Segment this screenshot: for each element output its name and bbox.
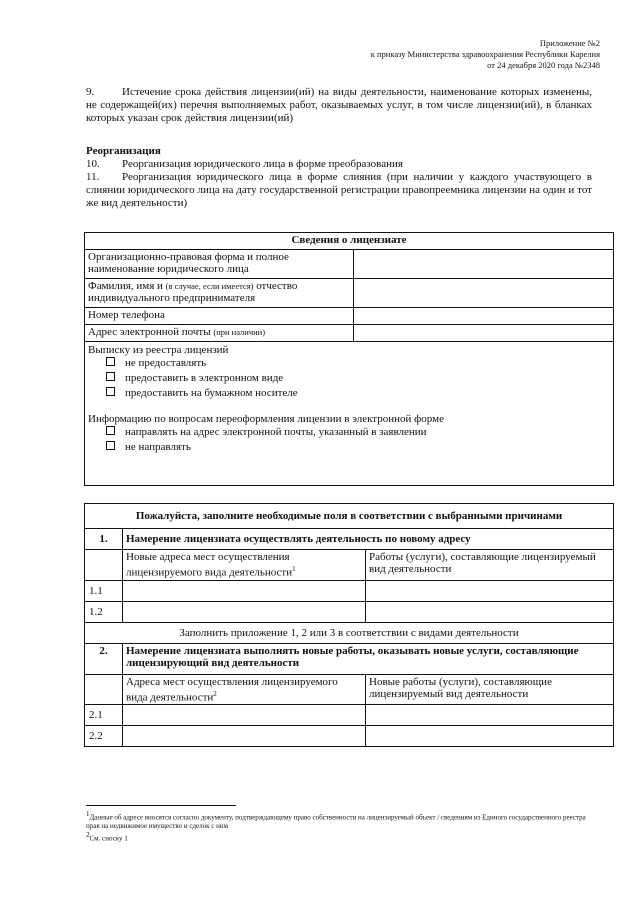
- checkbox-icon[interactable]: [106, 357, 115, 366]
- checkbox-icon[interactable]: [106, 426, 115, 435]
- options-cell: [85, 342, 614, 486]
- row-2-1-number: 2.1: [85, 705, 123, 726]
- item-10-number: 10.: [86, 158, 100, 170]
- row-2-1-address[interactable]: [123, 705, 366, 726]
- extract-option-paper[interactable]: [88, 386, 610, 401]
- section-1-col2: Работы (услуги), составляющие лицензируемый вид деятельности: [366, 550, 614, 581]
- section-1-col1: [123, 550, 366, 581]
- extract-option-label: не предоставлять: [125, 357, 207, 369]
- fio-label-end: отчество индивидуального предпринимателя: [88, 280, 298, 304]
- fill-banner: Пожалуйста, заполните необходимые поля в соответствии с выбранными причинами: [85, 504, 614, 529]
- extract-heading: Выписку из реестра лицензий: [88, 344, 229, 356]
- fio-label-note: (в случае, если имеется): [165, 281, 254, 291]
- item-10-text: Реорганизация юридического лица в форме преобразования: [122, 158, 403, 170]
- item-11: [86, 171, 592, 210]
- section-1-blank: [85, 550, 123, 581]
- row-1-1-address[interactable]: [123, 580, 366, 601]
- info-option-email[interactable]: [88, 425, 610, 440]
- checkbox-icon[interactable]: [106, 372, 115, 381]
- row-2-2-address[interactable]: [123, 726, 366, 747]
- checkbox-icon[interactable]: [106, 441, 115, 450]
- checkbox-icon[interactable]: [106, 387, 115, 396]
- footnote-ref: 1: [292, 565, 296, 573]
- footnote-ref: 2: [213, 689, 217, 698]
- extract-option-label: предоставить в электронном виде: [125, 372, 284, 384]
- footnote-divider: [86, 805, 236, 806]
- extract-option-none[interactable]: [88, 356, 610, 371]
- item-9-number: 9.: [86, 86, 95, 98]
- section-2-col1: [123, 674, 366, 705]
- footnote-2-mark: 2: [86, 831, 90, 840]
- phone-label: Номер телефона: [85, 308, 354, 325]
- footnote-1: [86, 810, 596, 831]
- fill-note: Заполнить приложение 1, 2 или 3 в соответствии с видами деятельности: [85, 622, 614, 643]
- row-2-2-works[interactable]: [366, 726, 614, 747]
- footnote-2: [86, 831, 596, 843]
- footnote-2-text: См. сноску 1: [89, 834, 128, 843]
- org-label: Организационно-правовая форма и полное наименование юридического лица: [85, 250, 354, 279]
- email-label-text: Адрес электронной почты: [88, 326, 214, 338]
- fio-label: [85, 279, 354, 308]
- row-1-2-address[interactable]: [123, 601, 366, 622]
- item-11-text: Реорганизация юридического лица в форме слияния (при наличии у каждого участвующего в слиянии юридического лица на дату государственной регистрации правопреемника лицензии на один и тот же вид деятельности): [86, 171, 592, 209]
- section-1-number: 1.: [85, 529, 123, 550]
- info-option-label: не направлять: [125, 441, 191, 453]
- fio-label-start: Фамилия, имя и: [88, 280, 166, 292]
- section-2-blank: [85, 674, 123, 705]
- fio-field[interactable]: [354, 279, 614, 308]
- row-1-1-works[interactable]: [366, 580, 614, 601]
- order-date: от 24 декабря 2020 года №2348: [487, 60, 600, 70]
- item-11-number: 11.: [86, 171, 100, 183]
- info-heading: Информацию по вопросам переоформления лицензии в электронной форме: [88, 413, 444, 425]
- section-2-col1-label: Адреса мест осуществления лицензируемого вида деятельности: [126, 675, 338, 704]
- appendix-header: [371, 38, 600, 71]
- footnote-1-mark: 1: [86, 810, 90, 818]
- email-label: [85, 325, 354, 342]
- section-2-col2: Новые работы (услуги), составляющие лицензируемый вид деятельности: [366, 674, 614, 705]
- extract-option-electronic[interactable]: [88, 371, 610, 386]
- section-2-number: 2.: [85, 643, 123, 674]
- row-2-1-works[interactable]: [366, 705, 614, 726]
- section-2-title: Намерение лицензиата выполнять новые работы, оказывать новые услуги, составляющие лицензирующий вид деятельности: [123, 643, 614, 674]
- section-1-title: Намерение лицензиата осуществлять деятельность по новому адресу: [123, 529, 614, 550]
- phone-field[interactable]: [354, 308, 614, 325]
- org-field[interactable]: [354, 250, 614, 279]
- footnote-1-text: Данные об адресе вносятся согласно документу, подтверждающему право собственности на лицензируемый объект / сведениям из Единого государственного реестра прав на недвижимое имущество и сделок с ним: [86, 813, 586, 831]
- info-option-none[interactable]: [88, 440, 610, 455]
- row-1-2-number: 1.2: [85, 601, 123, 622]
- email-field[interactable]: [354, 325, 614, 342]
- item-9-text: Истечение срока действия лицензии(ий) на виды деятельности, наименование которых изменены, не содержащей(их) перечня выполняемых работ, оказываемых услуг, в том числе лицензии(ий), в бланках которых указан срок действия лицензии(ий): [86, 86, 592, 124]
- info-option-label: направлять на адрес электронной почты, указанный в заявлении: [125, 426, 427, 438]
- licensee-title: Сведения о лицензиате: [85, 233, 614, 250]
- appendix-number: Приложение №2: [539, 38, 600, 48]
- footnotes: [86, 810, 596, 844]
- row-2-2-number: 2.2: [85, 726, 123, 747]
- row-1-1-number: 1.1: [85, 580, 123, 601]
- item-9: [86, 86, 592, 125]
- licensee-info-table: [84, 232, 614, 486]
- extract-option-label: предоставить на бумажном носителе: [125, 387, 298, 399]
- requirements-table: [84, 503, 614, 747]
- section-1-col1-label: Новые адреса мест осуществления лицензируемого вида деятельности: [126, 551, 293, 579]
- row-1-2-works[interactable]: [366, 601, 614, 622]
- reorganization-heading: Реорганизация: [86, 145, 161, 157]
- order-reference: к приказу Министерства здравоохранения Республики Карелия: [370, 49, 600, 59]
- item-10: [86, 158, 592, 171]
- email-label-note: (при наличии): [213, 327, 266, 337]
